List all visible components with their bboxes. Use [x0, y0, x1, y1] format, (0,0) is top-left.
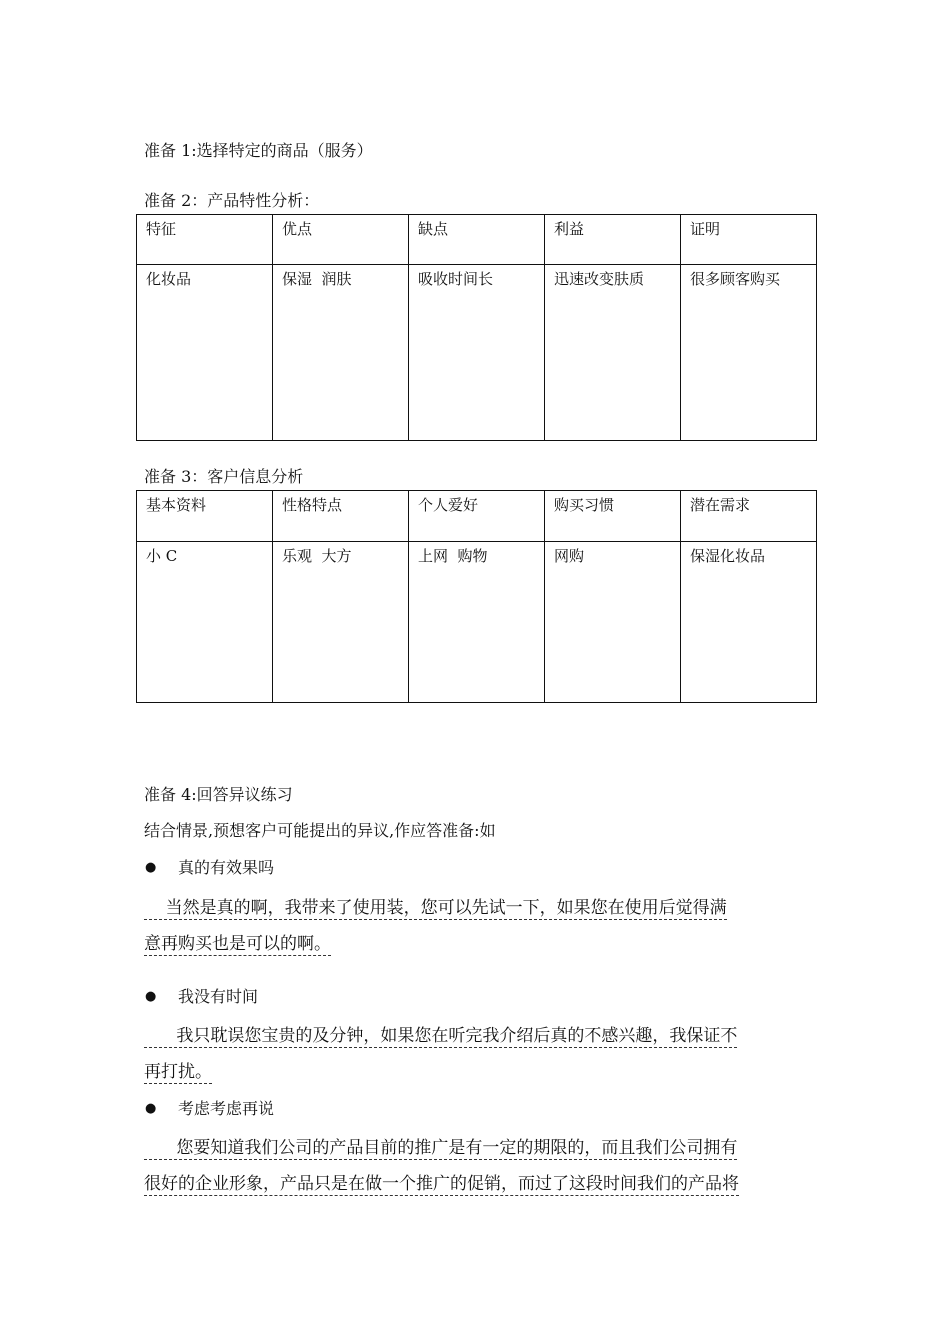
- prep3-heading: 准备 3：客户信息分析: [144, 467, 304, 486]
- prep4-intro: 结合情景,预想客户可能提出的异议,作应答准备:如: [144, 821, 496, 840]
- table-cell: 迅速改变肤质: [545, 265, 681, 441]
- objection-question: 真的有效果吗: [178, 858, 275, 877]
- table-cell: 化妆品: [137, 265, 273, 441]
- header-cell: 利益: [545, 215, 681, 265]
- header-cell: 个人爱好: [409, 491, 545, 542]
- objection-question: 我没有时间: [178, 987, 259, 1006]
- table-header-row: [137, 215, 817, 265]
- answer-line: 意再购买也是可以的啊。: [144, 934, 331, 954]
- table-cell: 乐观 大方: [273, 542, 409, 703]
- table-row: [137, 265, 817, 441]
- bullet-icon: ●: [145, 860, 157, 875]
- table-cell: 上网 购物: [409, 542, 545, 703]
- table-cell: 吸收时间长: [409, 265, 545, 441]
- product-feature-table: [136, 214, 817, 441]
- table-cell: 保湿 润肤: [273, 265, 409, 441]
- answer-line: 我只耽误您宝贵的及分钟，如果您在听完我介绍后真的不感兴趣，我保证不: [144, 1026, 738, 1046]
- table-row: [137, 542, 817, 703]
- header-cell: 购买习惯: [545, 491, 681, 542]
- header-cell: 基本资料: [137, 491, 273, 542]
- answer-line: 您要知道我们公司的产品目前的推广是有一定的期限的，而且我们公司拥有: [144, 1138, 738, 1158]
- header-cell: 缺点: [409, 215, 545, 265]
- objection-question: 考虑考虑再说: [178, 1099, 275, 1118]
- table-cell: 网购: [545, 542, 681, 703]
- bullet-icon: ●: [145, 1101, 157, 1116]
- table-cell: 很多顾客购买: [681, 265, 817, 441]
- objection-answer: [144, 1022, 808, 1086]
- objection-answer: [144, 1134, 808, 1198]
- header-cell: 优点: [273, 215, 409, 265]
- customer-info-table: [136, 490, 817, 703]
- answer-line: 再打扰。: [144, 1062, 212, 1082]
- header-cell: 证明: [681, 215, 817, 265]
- header-cell: 性格特点: [273, 491, 409, 542]
- bullet-icon: ●: [145, 989, 157, 1004]
- answer-line: 很好的企业形象，产品只是在做一个推广的促销，而过了这段时间我们的产品将: [144, 1174, 739, 1194]
- table-header-row: [137, 491, 817, 542]
- table-cell: 小 C: [137, 542, 273, 703]
- header-cell: 潜在需求: [681, 491, 817, 542]
- header-cell: 特征: [137, 215, 273, 265]
- prep1-heading: 准备 1:选择特定的商品（服务）: [144, 141, 373, 160]
- answer-line: 当然是真的啊，我带来了使用装，您可以先试一下，如果您在使用后觉得满: [144, 898, 727, 918]
- table-cell: 保湿化妆品: [681, 542, 817, 703]
- prep4-heading: 准备 4:回答异议练习: [144, 785, 293, 804]
- objection-answer: [144, 894, 808, 958]
- prep2-heading: 准备 2：产品特性分析：: [144, 191, 320, 210]
